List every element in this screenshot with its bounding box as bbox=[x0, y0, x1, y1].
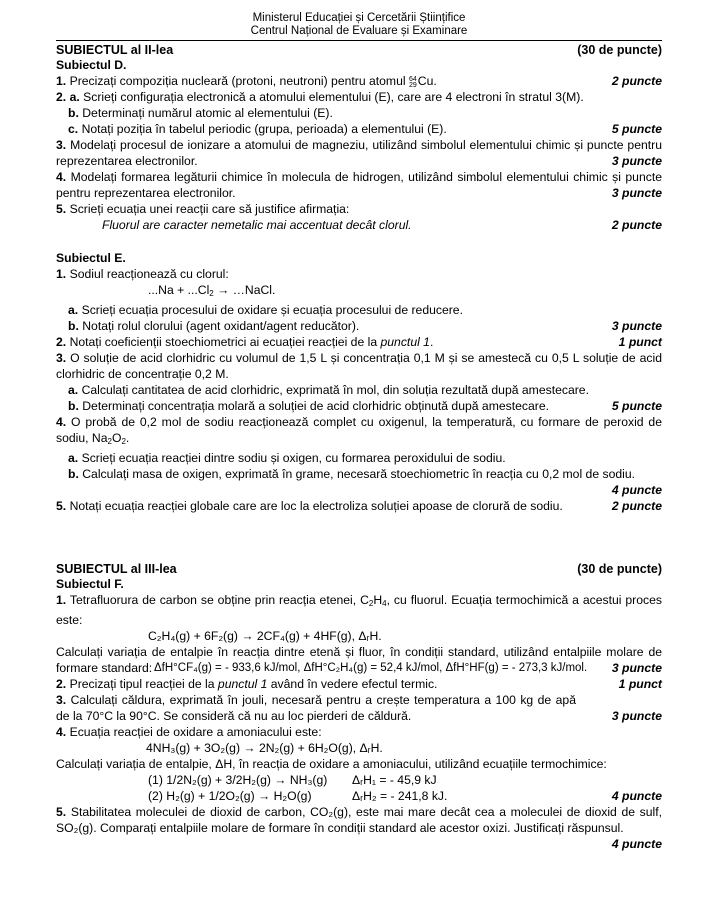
subject-f bbox=[56, 577, 662, 852]
question-points: 1 punct bbox=[618, 335, 662, 349]
question-d4: 4. Modelați formarea legăturii chimice în molecula de hidrogen, utilizând simbolul elementului chimic și puncte pentru reprezentarea electronilor. 3 puncte bbox=[56, 170, 662, 200]
question-e4: 4. O probă de 0,2 mol de sodiu reacționează complet cu oxigenul, la temperatură, cu formare de peroxid de sodiu, Na2O2. a. Scrieți ecuația reacției dintre sodiu și oxigen, cu formarea peroxidului de sodiu. b. Calculați masa de oxigen, exprimată în grame, necesară stoechiometric în reacția cu 0,2 mol de sodiu. 4 puncte bbox=[56, 415, 662, 497]
subject-title: Subiectul D. bbox=[56, 58, 127, 72]
question-points: 3 puncte bbox=[611, 319, 662, 333]
thermochemical-equation-2: (2) H₂(g) + 1/2O₂(g) → H₂O(g) ΔᵣH₂ = - 241,8 kJ. 4 puncte bbox=[148, 789, 662, 803]
subject-d bbox=[56, 58, 662, 233]
question-d1: 1. Precizați compoziția nucleară (protoni, neutroni) pentru atomul 64 29Cu. 2 puncte bbox=[56, 74, 662, 89]
evaluation-center-name: Centrul Național de Evaluare și Examinare bbox=[250, 25, 468, 37]
question-f4: 4. Ecuația reacției de oxidare a amoniacului este: 4NH₃(g) + 3O₂(g) → 2N₂(g) + 6H₂O(g), ΔᵣH. Calculați variația de entalpie, ΔH, în reacția de oxidare a amoniacului, utilizând ecuațiile termochimice: (1) 1/2N₂(g) + 3/2H₂(g) → NH₃(g) ΔᵣH₁ = - 45,9 kJ (2) H₂(g) + 1/2O₂(g) → H₂O(g) ΔᵣH₂ = - 241,8 kJ. 4 puncte bbox=[56, 725, 662, 803]
section-points: (30 de puncte) bbox=[577, 43, 662, 57]
question-f2: 2. Precizați tipul reacției de la punctul 1 având în vedere efectul termic. 1 punct bbox=[56, 677, 662, 691]
subject-e bbox=[56, 251, 662, 514]
question-f1: 1. Tetrafluorura de carbon se obține prin reacția etenei, C2H4, cu fluorul. Ecuația termochimică a acestui proces este: C₂H₄(g) + 6F₂(g) → 2CF₄(g) + 4HF(g), ΔᵣH. Calculați variația de entalpie în reacția dintre etenă și fluor, în condiții standard, utilizând entalpiile molare de formare standard: ΔfH°CF₄(g) = - 933,6 kJ/mol, ΔfH°C₂H₄(g) = 52,4 kJ/mol, ΔfH°HF(g) = - 273,3 kJ/mol. 3 puncte bbox=[56, 593, 662, 675]
question-points: 4 puncte bbox=[611, 789, 662, 803]
reaction-equation: 4NH₃(g) + 3O₂(g) → 2N₂(g) + 6H₂O(g), ΔᵣH. bbox=[146, 741, 383, 755]
section-heading bbox=[56, 562, 662, 577]
exam-page bbox=[56, 12, 662, 852]
question-points: 5 puncte bbox=[611, 399, 662, 413]
thermochemical-equation-1: (1) 1/2N₂(g) + 3/2H₂(g) → NH₃(g) ΔᵣH₁ = - 45,9 kJ bbox=[148, 773, 437, 787]
question-d5: 5. Scrieți ecuația unei reacții care să justifice afirmația: Fluorul are caracter nemetalic mai accentuat decât clorul. 2 puncte bbox=[56, 202, 662, 232]
question-e3: 3. O soluție de acid clorhidric cu volumul de 1,5 L și concentrația 0,1 M și se amestecă cu 0,5 L soluție de acid clorhidric de concentrație 0,2 M. a. Calculați cantitatea de acid clorhidric, exprimată în mol, din soluția rezultată după amestecare. b. Determinați concentrația molară a soluției de acid clorhidric obținută după amestecare. 5 puncte bbox=[56, 351, 663, 413]
question-f5: 5. Stabilitatea moleculei de dioxid de carbon, CO₂(g), este mai mare decât cea a moleculei de dioxid de sulf, SO₂(g). Comparați entalpiile molare de formare în condiții standard ale acestor oxizi. Justificați răspunsul. 4 puncte bbox=[56, 805, 663, 851]
section-title: SUBIECTUL al II-lea bbox=[56, 43, 174, 57]
question-d3: 3. Modelați procesul de ionizare a atomului de magneziu, utilizând simbolul elementului chimic și puncte pentru reprezentarea electronilor. 3 puncte bbox=[56, 138, 662, 168]
question-points: 4 puncte bbox=[611, 483, 662, 497]
subject-title: Subiectul E. bbox=[56, 251, 126, 265]
question-points: 2 puncte bbox=[611, 218, 662, 232]
section-points: (30 de puncte) bbox=[577, 562, 662, 576]
header-divider bbox=[56, 40, 662, 41]
section-title: SUBIECTUL al III-lea bbox=[56, 562, 177, 576]
subject-title: Subiectul F. bbox=[56, 577, 124, 591]
question-e5: 5. Notați ecuația reacției globale care are loc la electroliza soluției apoase de clorură de sodiu. 2 puncte bbox=[56, 499, 662, 513]
question-points: 2 puncte bbox=[611, 499, 662, 513]
enthalpy-data: ΔfH°CF₄(g) = - 933,6 kJ/mol, ΔfH°C₂H₄(g) = 52,4 kJ/mol, ΔfH°HF(g) = - 273,3 kJ/mol. bbox=[154, 662, 588, 674]
statement-quote: Fluorul are caracter nemetalic mai accentuat decât clorul. bbox=[102, 218, 412, 232]
question-e2: 2. Notați coeficienții stoechiometrici ai ecuației reacției de la punctul 1. 1 punct bbox=[56, 335, 662, 349]
question-points: 5 puncte bbox=[611, 122, 662, 136]
question-points: 1 punct bbox=[618, 677, 662, 691]
question-points: 2 puncte bbox=[611, 74, 662, 88]
question-points: 3 puncte bbox=[611, 154, 662, 168]
question-points: 3 puncte bbox=[611, 661, 662, 675]
question-points: 3 puncte bbox=[611, 709, 662, 723]
reaction-equation: ...Na + ...Cl2 → …NaCl. bbox=[148, 283, 276, 298]
question-f3: 3. Calculați căldura, exprimată în jouli, necesară pentru a crește temperatura a 100 kg de apă de la 70°C la 90°C. Se consideră că nu au loc pierderi de căldură. 3 puncte bbox=[56, 693, 662, 723]
question-e1: 1. Sodiul reacționează cu clorul: ...Na + ...Cl2 → …NaCl. a. Scrieți ecuația procesului de oxidare și ecuația procesului de reducere. b. Notați rolul clorului (agent oxidant/agent reducător). 3 puncte bbox=[56, 267, 662, 333]
question-points: 4 puncte bbox=[611, 837, 662, 851]
section-heading bbox=[56, 43, 662, 58]
isotope-notation: 64 29 bbox=[408, 76, 417, 89]
question-d2: 2. a. Scrieți configurația electronică a atomului elementului (E), care are 4 electroni în stratul 3(M). b. Determinați numărul atomic al elementului (E). c. Notați poziția în tabelul periodic (grupa, perioada) a elementului (E). 5 puncte bbox=[56, 90, 662, 136]
reaction-equation: C₂H₄(g) + 6F₂(g) → 2CF₄(g) + 4HF(g), ΔᵣH. bbox=[148, 629, 382, 643]
document-header bbox=[56, 12, 662, 38]
question-points: 3 puncte bbox=[611, 186, 662, 200]
ministry-name: Ministerul Educației și Cercetării Științifice bbox=[252, 12, 466, 24]
